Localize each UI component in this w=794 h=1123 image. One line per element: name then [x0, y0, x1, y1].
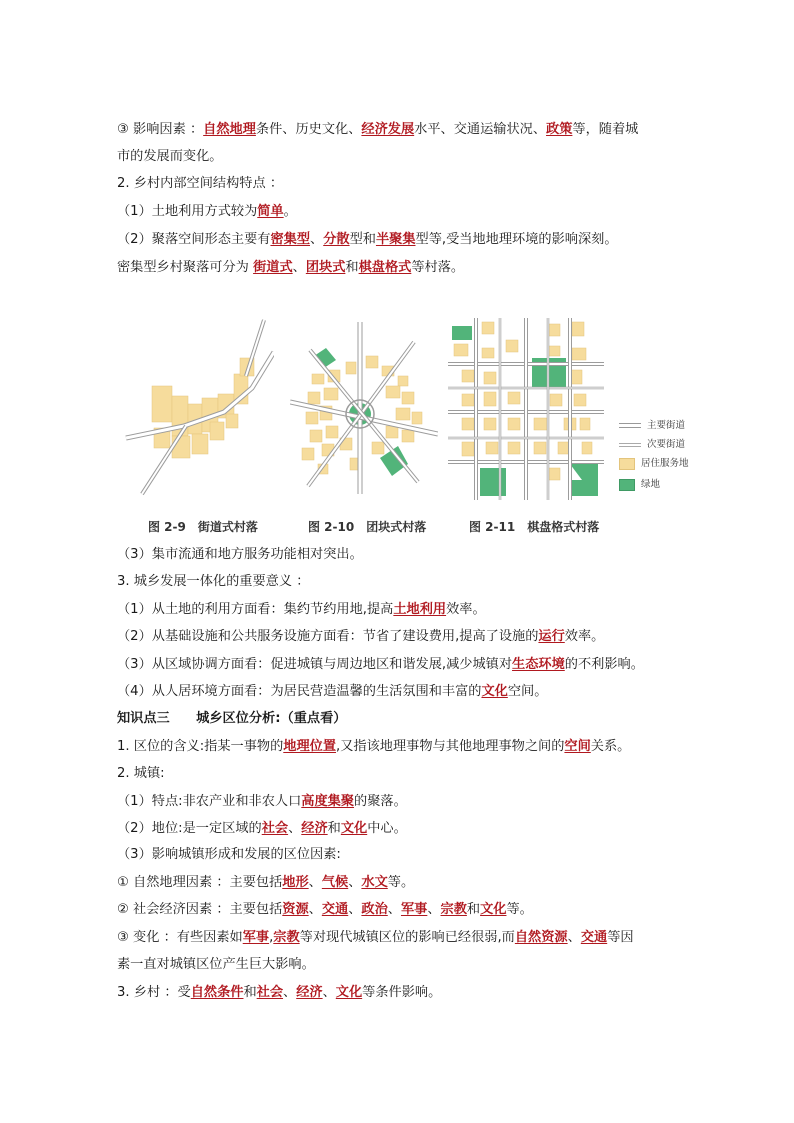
- legend-green: 绿地: [619, 476, 660, 491]
- figure-grid-village: [448, 318, 604, 500]
- caption-fig-2-11: 图 2-11 棋盘格式村落: [469, 520, 600, 534]
- text-segment: 和: [327, 821, 341, 836]
- key-term: 高度集聚: [301, 794, 355, 809]
- text-segment: （1）从土地的利用方面看：集约节约用地,提高: [117, 602, 394, 617]
- key-term: 地形: [282, 875, 309, 890]
- key-term: 经济: [301, 821, 328, 836]
- text-segment: 3. 乡村 ：受: [117, 985, 191, 1000]
- text-line: [117, 231, 618, 249]
- key-term: 街道式: [253, 260, 293, 275]
- text-line: [117, 259, 464, 277]
- text-segment: 、: [308, 902, 322, 917]
- text-segment: 、: [427, 902, 441, 917]
- text-segment: 的不利影响。: [564, 657, 644, 672]
- text-segment: 2. 城镇:: [117, 766, 165, 781]
- text-line: [117, 203, 297, 221]
- text-segment: 3. 城乡发展一体化的重要意义 ：: [117, 574, 310, 589]
- key-term: 地理位置: [283, 739, 337, 754]
- text-segment: 空间。: [507, 684, 548, 699]
- text-segment: （1）土地利用方式较为: [117, 204, 258, 219]
- text-segment: 等。: [387, 875, 415, 890]
- key-term: 社会: [256, 985, 284, 1000]
- text-line: [117, 956, 315, 974]
- text-line: [117, 793, 407, 811]
- caption-fig-2-9: 图 2-9 街道式村落: [148, 520, 258, 534]
- text-segment: 等，随着城: [572, 122, 639, 137]
- key-term: 简单: [257, 204, 284, 219]
- main-street-line-icon: [619, 423, 641, 428]
- caption-fig-2-10: 图 2-10 团块式村落: [308, 520, 427, 534]
- text-segment: 等。: [506, 902, 533, 917]
- section-heading: 知识点三 城乡区位分析:（重点看）: [117, 711, 347, 726]
- text-line: [117, 820, 407, 838]
- text-segment: 水平、交通运输状况、: [414, 122, 547, 137]
- key-term: 经济发展: [361, 122, 415, 137]
- text-segment: 市的发展而变化。: [117, 149, 223, 164]
- key-term: 自然条件: [190, 985, 244, 1000]
- key-term: 生态环境: [512, 657, 565, 672]
- text-segment: 等对现代城镇区位的影响已经很弱,而: [299, 930, 515, 945]
- key-term: 军事: [400, 902, 428, 917]
- text-line: [117, 628, 604, 646]
- text-segment: ③ 影响因素 ：: [117, 122, 204, 137]
- key-term: 自然地理: [203, 122, 256, 137]
- text-segment: 的聚落。: [354, 794, 407, 809]
- text-segment: 效率。: [564, 629, 605, 644]
- figure-cluster-village: [290, 322, 438, 494]
- text-segment: 关系。: [590, 739, 631, 754]
- text-line: [117, 546, 363, 564]
- key-term: 宗教: [440, 902, 467, 917]
- text-line: [117, 874, 414, 892]
- text-segment: （2）聚落空间形态主要有: [117, 232, 271, 247]
- key-term: 政策: [546, 122, 573, 137]
- text-segment: ① 自然地理因素 ：主要包括: [117, 875, 283, 890]
- key-term: 空间: [564, 739, 591, 754]
- text-segment: 2. 乡村内部空间结构特点 ：: [117, 176, 284, 191]
- text-segment: 等条件影响。: [362, 985, 442, 1000]
- key-term: 政治: [361, 902, 388, 917]
- text-segment: 。: [283, 204, 297, 219]
- text-line: [117, 710, 346, 728]
- key-term: 交通: [580, 930, 608, 945]
- key-term: 军事: [242, 930, 270, 945]
- text-segment: （3）集市流通和地方服务功能相对突出。: [117, 547, 363, 562]
- text-segment: 型和: [349, 232, 376, 247]
- key-term: 半聚集: [375, 232, 416, 247]
- text-segment: 、: [283, 985, 297, 1000]
- key-term: 密集型: [270, 232, 311, 247]
- text-line: [117, 846, 341, 864]
- key-term: 气候: [321, 875, 349, 890]
- text-segment: 、: [292, 260, 306, 275]
- text-line: [117, 148, 223, 166]
- key-term: 文化: [480, 902, 507, 917]
- text-segment: 等因: [607, 930, 634, 945]
- legend-main-street: 主要街道: [619, 417, 685, 431]
- text-line: [117, 765, 165, 783]
- legend-residential: 居住服务地: [619, 455, 689, 470]
- text-segment: （3）影响城镇形成和发展的区位因素:: [117, 847, 341, 862]
- text-segment: 、: [348, 875, 362, 890]
- text-segment: 、: [567, 930, 581, 945]
- legend-secondary-street: 次要街道: [619, 436, 685, 450]
- key-term: 文化: [481, 684, 508, 699]
- text-segment: 密集型乡村聚落可分为: [117, 260, 254, 275]
- text-segment: 1. 区位的含义:指某一事物的: [117, 739, 284, 754]
- text-line: [117, 656, 644, 674]
- key-term: 经济: [296, 985, 323, 1000]
- text-line: [117, 601, 486, 619]
- key-term: 宗教: [273, 930, 300, 945]
- key-term: 水文: [361, 875, 388, 890]
- text-segment: ③ 变化 ：有些因素如: [117, 930, 243, 945]
- secondary-street-line-icon: [619, 443, 641, 447]
- key-term: 社会: [261, 821, 289, 836]
- text-line: [117, 738, 630, 756]
- text-segment: （2）地位:是一定区域的: [117, 821, 262, 836]
- text-line: [117, 683, 547, 701]
- text-segment: 素一直对城镇区位产生巨大影响。: [117, 957, 315, 972]
- text-segment: （3）从区域协调方面看：促进城镇与周边地区和谐发展,减少城镇对: [117, 657, 513, 672]
- key-term: 资源: [282, 902, 309, 917]
- text-segment: 和: [466, 902, 481, 917]
- text-line: [117, 929, 634, 947]
- key-term: 交通: [321, 902, 349, 917]
- text-segment: 中心。: [367, 821, 407, 836]
- key-term: 文化: [335, 985, 363, 1000]
- text-line: [117, 901, 533, 919]
- text-line: [117, 984, 441, 1002]
- text-segment: 和: [345, 260, 359, 275]
- text-segment: 和: [243, 985, 257, 1000]
- figure-street-village: [124, 318, 274, 496]
- key-term: 自然资源: [514, 930, 568, 945]
- key-term: 分散: [323, 232, 350, 247]
- text-segment: ② 社会经济因素 ：主要包括: [117, 902, 283, 917]
- text-segment: 型等,受当地地理环境的影响深刻。: [415, 232, 618, 247]
- text-segment: 、: [310, 232, 324, 247]
- text-segment: ,: [269, 930, 274, 945]
- key-term: 运行: [538, 629, 565, 644]
- green-swatch-icon: [619, 479, 635, 491]
- text-line: [117, 573, 309, 591]
- key-term: 团块式: [305, 260, 346, 275]
- text-segment: （2）从基础设施和公共服务设施方面看：节省了建设费用,提高了设施的: [117, 629, 539, 644]
- text-segment: 、: [322, 985, 336, 1000]
- key-term: 棋盘格式: [358, 260, 412, 275]
- text-segment: （1）特点:非农产业和非农人口: [117, 794, 302, 809]
- text-line: [117, 175, 283, 193]
- text-segment: 、: [348, 902, 362, 917]
- key-term: 土地利用: [393, 602, 447, 617]
- key-term: 文化: [340, 821, 368, 836]
- residential-swatch-icon: [619, 458, 635, 470]
- text-segment: 、: [387, 902, 401, 917]
- text-segment: 条件、历史文化、: [255, 122, 362, 137]
- text-segment: ,又指该地理事物与其他地理事物之间的: [336, 739, 565, 754]
- text-segment: 、: [288, 821, 302, 836]
- text-segment: （4）从人居环境方面看：为居民营造温馨的生活氛围和丰富的: [117, 684, 482, 699]
- text-line: [117, 121, 638, 139]
- text-segment: 等村落。: [411, 260, 465, 275]
- text-segment: 、: [308, 875, 322, 890]
- text-segment: 效率。: [446, 602, 486, 617]
